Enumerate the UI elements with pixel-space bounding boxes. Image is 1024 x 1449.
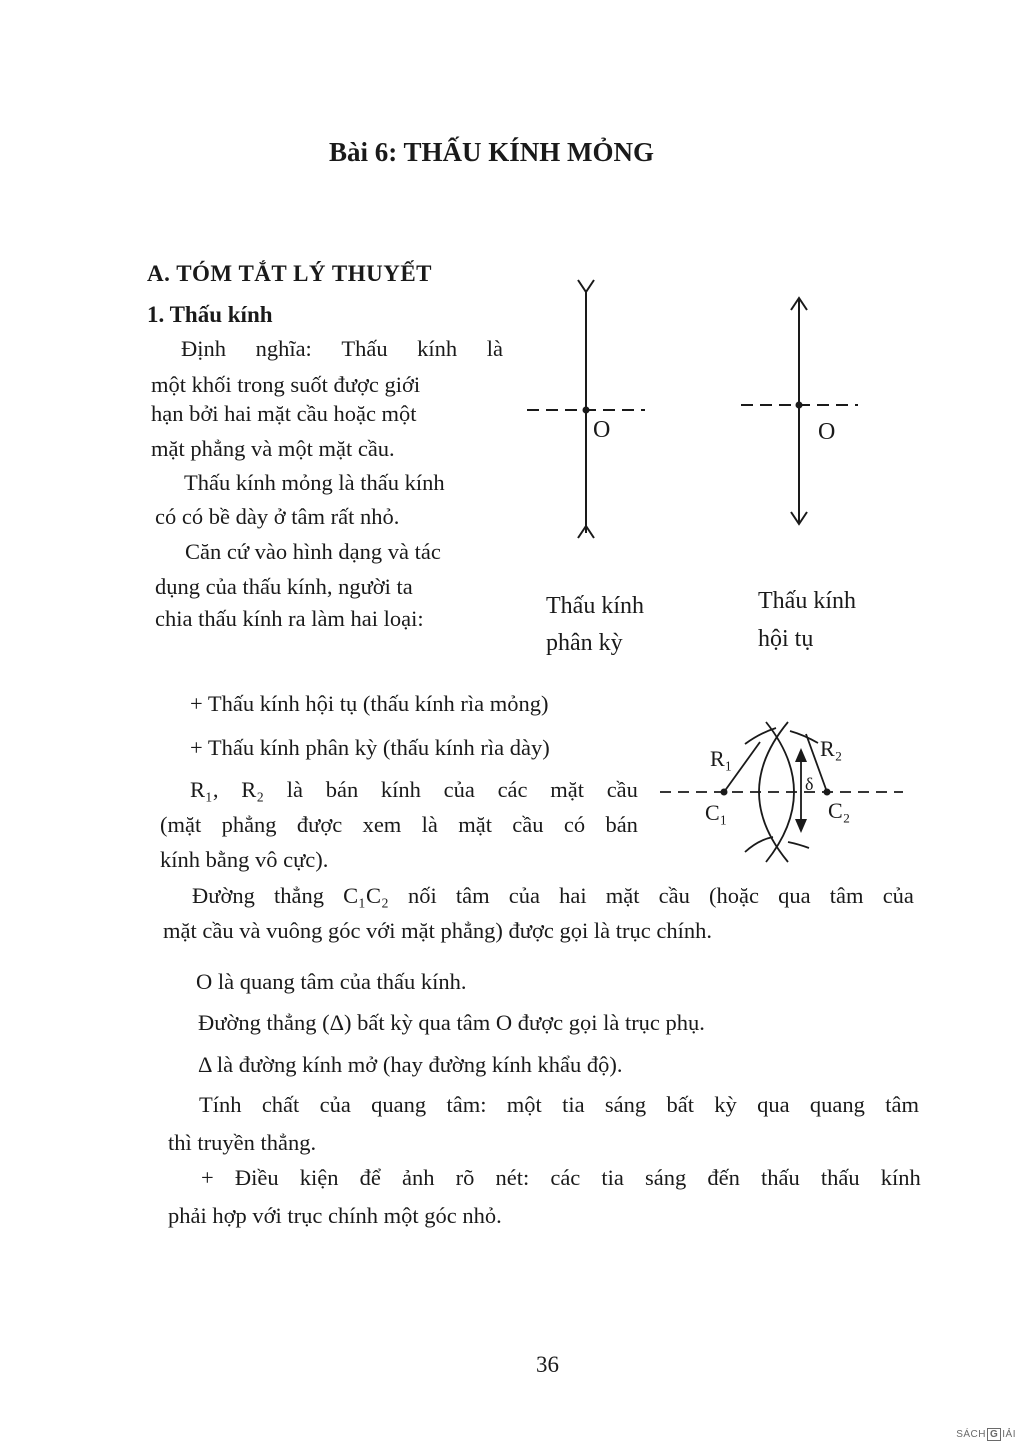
word: mặt [605, 883, 640, 908]
lesson-title: Bài 6: THẤU KÍNH MỎNG [329, 137, 655, 167]
word: tia [562, 1092, 585, 1117]
outer-arc-bottom-left [745, 837, 773, 852]
label-c1: C₁ [705, 800, 728, 825]
label-r1: R₁ [710, 746, 733, 771]
word: các [550, 1165, 581, 1190]
word: C₁C₂ [343, 883, 389, 908]
outer-arc-top-left [745, 728, 776, 744]
word: tâm: [446, 1092, 487, 1117]
word: + [201, 1165, 214, 1190]
definition-line-4: mặt phẳng và một mặt cầu. [151, 436, 395, 461]
word: bán [325, 777, 359, 802]
classify-line-3: chia thấu kính ra làm hai loại: [155, 606, 424, 631]
word: qua [778, 883, 811, 908]
word: kính [880, 1165, 921, 1190]
word: Đường [192, 883, 255, 908]
classify-line-2: dụng của thấu kính, người ta [155, 574, 413, 599]
word: quang [809, 1092, 865, 1117]
word: Điều [234, 1165, 279, 1190]
word: Thấu [341, 336, 388, 361]
caption-diverging-line-1: Thấu kính [546, 593, 644, 619]
word: cầu [512, 812, 544, 837]
word: chất [261, 1092, 300, 1117]
condition-line-2: phải hợp với trục chính một góc nhỏ. [168, 1203, 502, 1228]
word: tâm [829, 883, 864, 908]
word: kính [380, 777, 421, 802]
word: ảnh [401, 1165, 435, 1190]
subsection-heading: 1. Thấu kính [147, 302, 273, 327]
word: có [563, 812, 586, 837]
label-delta: δ [805, 774, 814, 794]
word: để [359, 1165, 381, 1190]
radius-line-3: kính bằng vô cực). [160, 847, 329, 872]
axis-line-1 [192, 885, 914, 908]
word: tâm [885, 1092, 919, 1117]
word: cầu [606, 777, 638, 802]
converging-center-label: O [818, 419, 836, 445]
type-converging: + Thấu kính hội tụ (thấu kính rìa mỏng) [190, 691, 549, 716]
axis-line-2: mặt cầu và vuông góc với mặt phẳng) được gọi là trục chính. [163, 918, 712, 943]
word: (hoặc [709, 883, 760, 908]
word: tia [601, 1165, 624, 1190]
thin-lens-line-1: Thấu kính mỏng là thấu kính [184, 470, 445, 495]
optical-center-line: O là quang tâm của thấu kính. [196, 969, 467, 994]
center-c1-dot [721, 789, 728, 796]
word: cầu [658, 883, 690, 908]
word: tâm [455, 883, 490, 908]
section-heading: A. TÓM TẮT LÝ THUYẾT [147, 261, 433, 286]
word: bất [666, 1092, 694, 1117]
word: thấu [761, 1165, 800, 1190]
label-r2: R₂ [820, 736, 843, 761]
word: của [882, 883, 914, 908]
thin-lens-line-2: có có bề dày ở tâm rất nhỏ. [155, 504, 400, 529]
thickness-arrow-top [795, 748, 807, 762]
outer-arc-bottom-right [788, 842, 809, 848]
page-number: 36 [536, 1352, 559, 1377]
word: hai [559, 883, 587, 908]
word: R₂ [241, 777, 265, 802]
word: (mặt [160, 812, 202, 837]
word: qua [757, 1092, 790, 1117]
word: R₁, [190, 777, 219, 802]
word: mặt [458, 812, 492, 837]
word: nghĩa: [255, 336, 312, 361]
word: của [443, 777, 475, 802]
condition-line-1 [201, 1167, 921, 1190]
classify-line-1: Căn cứ vào hình dạng và tác [185, 539, 441, 564]
word: bán [605, 812, 638, 837]
aperture-line: Δ là đường kính mở (hay đường kính khẩu độ). [198, 1052, 623, 1077]
word: là [421, 812, 438, 837]
word: thẳng [273, 883, 324, 908]
caption-converging-line-2: hội tụ [758, 626, 814, 652]
word: một [506, 1092, 542, 1117]
word: quang [371, 1092, 427, 1117]
word: các [497, 777, 528, 802]
word: sáng [645, 1165, 687, 1190]
type-diverging: + Thấu kính phân kỳ (thấu kính rìa dày) [190, 735, 550, 760]
caption-diverging-line-2: phân kỳ [546, 630, 623, 656]
word: phẳng [221, 812, 277, 837]
word: xem [362, 812, 402, 837]
word: được [296, 812, 343, 837]
word: Định [181, 336, 226, 361]
property-line-2: thì truyền thẳng. [168, 1130, 317, 1155]
word: kiện [299, 1165, 339, 1190]
label-c2: C₂ [828, 798, 851, 823]
word: sáng [604, 1092, 647, 1117]
word: kỳ [714, 1092, 737, 1117]
center-c2-dot [824, 789, 831, 796]
word: Tính [199, 1092, 242, 1117]
word: mặt [550, 777, 584, 802]
word: đến [707, 1165, 740, 1190]
definition-line-3: hạn bởi hai mặt cầu hoặc một [151, 401, 417, 426]
word: là [286, 777, 303, 802]
word: của [508, 883, 540, 908]
word: kính [417, 336, 458, 361]
word: thấu [820, 1165, 860, 1190]
outer-arc-top-right [790, 731, 818, 743]
watermark-logo: SÁCH G IẢI [956, 1429, 1016, 1440]
definition-line-2: một khối trong suốt được giới [151, 372, 421, 397]
secondary-axis-line: Đường thẳng (Δ) bất kỳ qua tâm O được gọi là trục phụ. [198, 1010, 705, 1035]
word: của [319, 1092, 351, 1117]
word: nét: [495, 1165, 530, 1190]
word: là [486, 336, 503, 361]
diverging-center-label: O [593, 417, 611, 443]
thickness-arrow-bottom [795, 819, 807, 833]
property-line-1 [199, 1094, 919, 1117]
caption-converging-line-1: Thấu kính [758, 588, 856, 614]
word: nối [407, 883, 437, 908]
word: rõ [455, 1165, 475, 1190]
